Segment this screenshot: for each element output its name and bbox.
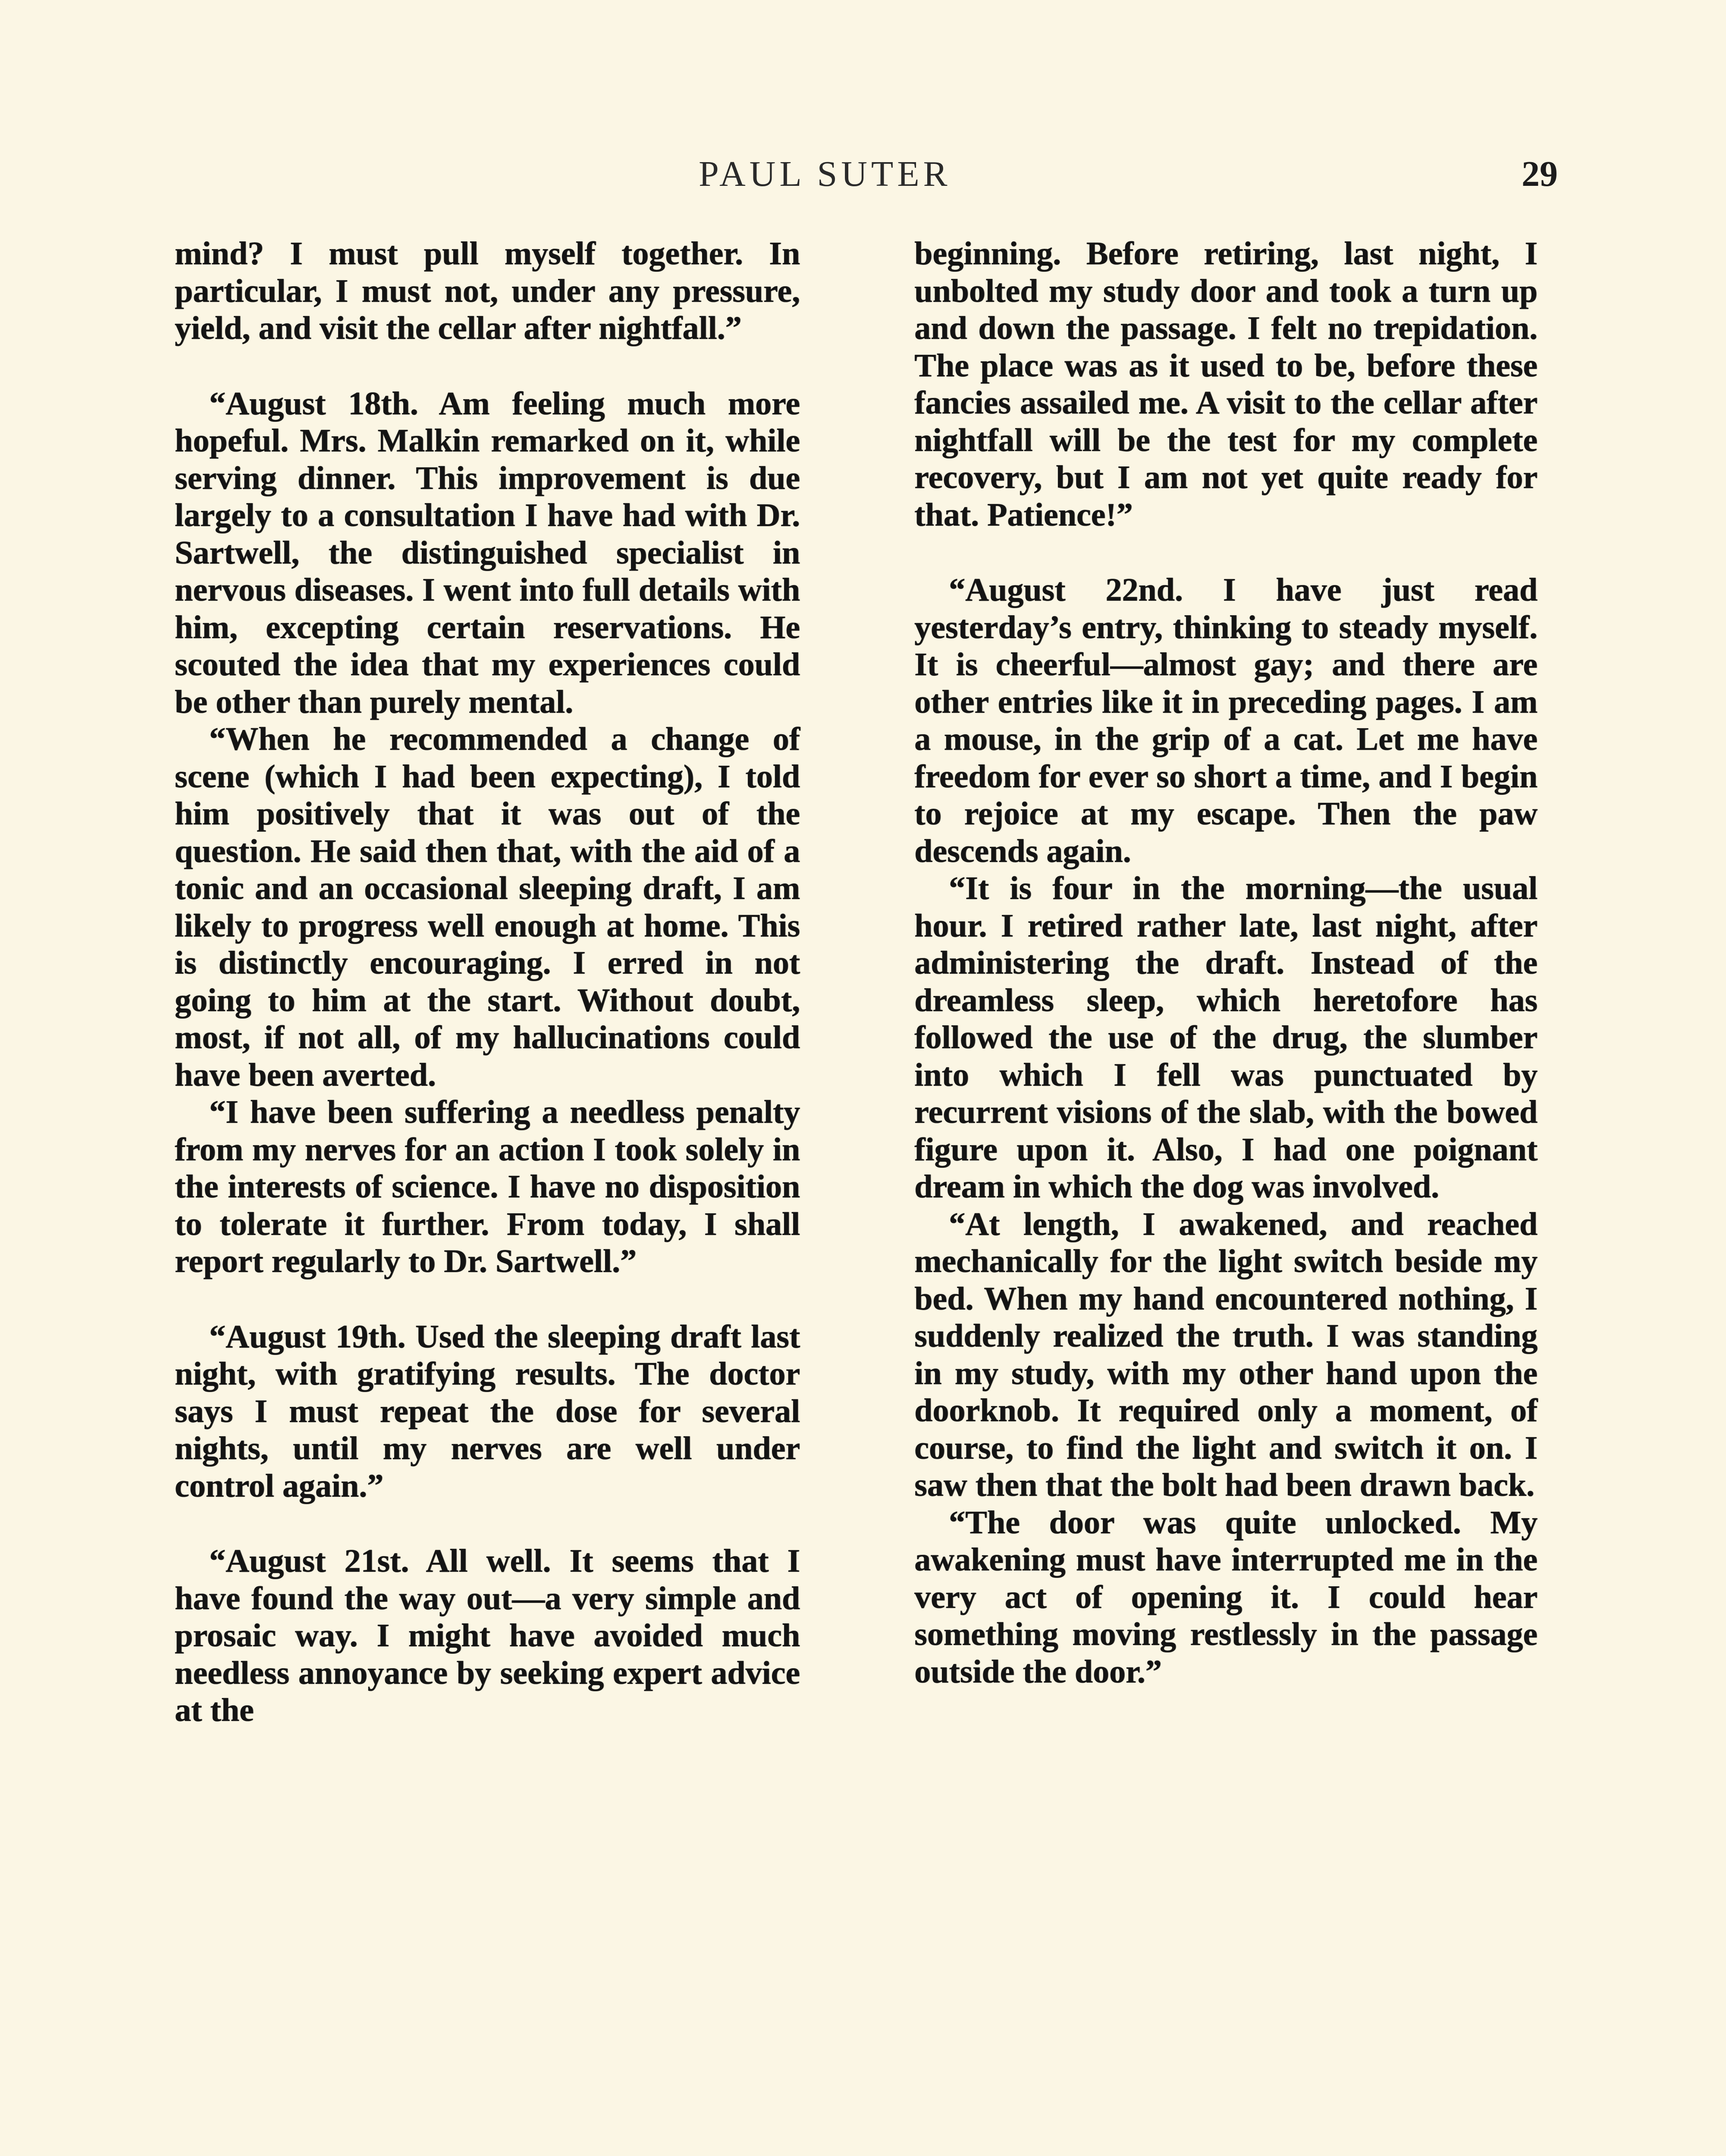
paragraph: “August 19th. Used the sleeping draft last night, with gratifying results. The doctor says I must repeat the dose for several nights, until my nerves are well under control again.” [175, 1318, 800, 1504]
paragraph: “August 18th. Am feeling much more hopeful. Mrs. Malkin remarked on it, while serving dinner. This improvement is due largely to a consultation I have had with Dr. Sartwell, the distinguished specialist in nervous diseases. I went into full details with him, excepting certain reservations. He scouted the idea that my experiences could be other than purely mental. [175, 385, 800, 720]
paragraph: mind? I must pull myself together. In particular, I must not, under any pressure, yield, and visit the cellar after nightfall.” [175, 235, 800, 346]
paragraph: “At length, I awakened, and reached mechanically for the light switch beside my bed. When my hand encountered nothing, I suddenly realized the truth. I was standing in my study, with my other hand upon the doorknob. It required only a moment, of course, to find the light and switch it on. I saw then that the bolt had been drawn back. [914, 1206, 1538, 1503]
page-header [0, 153, 1726, 205]
paragraph: “August 21st. All well. It seems that I have found the way out—a very simple and prosaic way. I might have avoided much needless annoyance by seeking expert advice at the [175, 1543, 800, 1728]
paragraph: “It is four in the morning—the usual hour. I retired rather late, last night, after administering the draft. Instead of the dreamless sleep, which heretofore has followed the use of the drug, the slumber into which I fell was punctuated by recurrent visions of the slab, with the bowed figure upon it. Also, I had one poignant dream in which the dog was involved. [914, 870, 1538, 1205]
page-number: 29 [1522, 154, 1558, 194]
running-title: PAUL SUTER [699, 154, 951, 194]
right-column [914, 235, 1538, 1690]
left-column [175, 235, 800, 1729]
paragraph: “The door was quite unlocked. My awakening must have interrupted me in the very act of opening it. I could hear something moving restlessly in the passage outside the door.” [914, 1504, 1538, 1690]
paragraph: “When he recommended a change of scene (which I had been expecting), I told him positively that it was out of the question. He said then that, with the aid of a tonic and an occasional sleeping draft, I am likely to progress well enough at home. This is distinctly encouraging. I erred in not going to him at the start. Without doubt, most, if not all, of my hallucinations could have been averted. [175, 721, 800, 1093]
paragraph: “August 22nd. I have just read yesterday’s entry, thinking to steady myself. It is cheerful—almost gay; and there are other entries like it in preceding pages. I am a mouse, in the grip of a cat. Let me have freedom for ever so short a time, and I begin to rejoice at my escape. Then the paw descends again. [914, 572, 1538, 869]
paragraph: “I have been suffering a needless penalty from my nerves for an action I took solely in the interests of science. I have no disposition to tolerate it further. From today, I shall report regularly to Dr. Sartwell.” [175, 1094, 800, 1279]
paragraph: beginning. Before retiring, last night, I unbolted my study door and took a turn up and down the passage. I felt no trepidation. The place was as it used to be, before these fancies assailed me. A visit to the cellar after nightfall will be the test for my complete recovery, but I am not yet quite ready for that. Patience!” [914, 235, 1538, 533]
